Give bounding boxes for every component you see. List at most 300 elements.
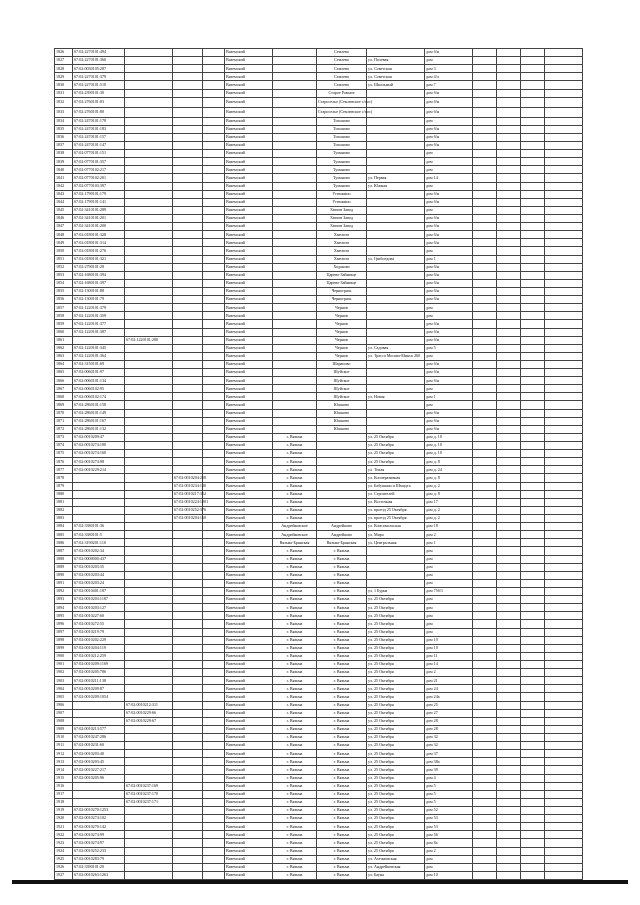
empty-cell [473, 107, 497, 117]
cadastral-number-alt: 67:02:0010229:66 [125, 709, 173, 717]
empty-cell [521, 701, 545, 709]
empty-cell [473, 604, 497, 612]
empty-cell [497, 287, 521, 295]
table-row [55, 758, 583, 766]
empty-cell [473, 360, 497, 368]
settlement-cell [273, 214, 317, 222]
cadastral-number: 67:02:0060101:97 [73, 369, 125, 377]
street-cell [367, 206, 425, 214]
cadastral-number-alt [125, 287, 173, 295]
street-cell [367, 49, 425, 57]
table-row [55, 709, 583, 717]
empty-cell [497, 117, 521, 125]
empty-cell [203, 231, 225, 239]
empty-cell [521, 57, 545, 65]
empty-cell [473, 571, 497, 579]
object-cell: дом д. 2 [425, 515, 473, 523]
locality-cell: Юшково [317, 409, 367, 417]
cadastral-number-alt2 [173, 466, 203, 474]
settlement-cell: г. Вязьма [273, 750, 317, 758]
cadastral-number-alt: 67:02:0010237:169 [125, 782, 173, 790]
table-row [55, 223, 583, 231]
object-cell: дом б/н [425, 239, 473, 247]
empty-cell [497, 81, 521, 89]
street-cell: ул. 1 Бурна [367, 588, 425, 596]
empty-cell [545, 482, 583, 490]
cadastral-number-alt2 [173, 287, 203, 295]
cadastral-number-alt2 [173, 231, 203, 239]
settlement-cell [273, 344, 317, 352]
cadastral-number-alt2 [173, 190, 203, 198]
settlement-cell: г. Вязьма [273, 442, 317, 450]
empty-cell [545, 81, 583, 89]
table-row [55, 320, 583, 328]
object-cell: дом [425, 206, 473, 214]
empty-cell [545, 198, 583, 206]
table-row [55, 65, 583, 73]
cadastral-number: 67:02:0180101:314 [73, 239, 125, 247]
empty-cell [545, 766, 583, 774]
settlement-cell: г. Вязьма [273, 636, 317, 644]
empty-cell [545, 863, 583, 871]
empty-cell [521, 466, 545, 474]
object-cell: дом б/н [425, 133, 473, 141]
empty-cell [203, 531, 225, 539]
object-cell: дом [425, 247, 473, 255]
locality-cell: Ходаково [317, 263, 367, 271]
empty-cell [545, 214, 583, 222]
object-cell: дом [425, 604, 473, 612]
empty-cell [203, 717, 225, 725]
locality-cell: Чернов [317, 304, 367, 312]
empty-cell [545, 393, 583, 401]
empty-cell [545, 458, 583, 466]
empty-cell [497, 214, 521, 222]
settlement-cell: г. Вязьма [273, 458, 317, 466]
empty-cell [473, 377, 497, 385]
empty-cell [497, 255, 521, 263]
table-row [55, 49, 583, 57]
region-cell: Вяземский [225, 369, 273, 377]
street-cell: ул. Южная [367, 182, 425, 190]
empty-cell [545, 336, 583, 344]
cadastral-number-alt2 [173, 774, 203, 782]
settlement-cell: г. Вязьма [273, 498, 317, 506]
cadastral-number-alt [125, 871, 173, 879]
settlement-cell [273, 369, 317, 377]
empty-cell [203, 636, 225, 644]
cadastral-number: 67:02:0010227:60 [73, 612, 125, 620]
locality-cell [317, 490, 367, 498]
row-number: 1829 [55, 73, 73, 81]
row-number: 1904 [55, 685, 73, 693]
empty-cell [203, 417, 225, 425]
table-row [55, 831, 583, 839]
empty-cell [473, 158, 497, 166]
cadastral-number: 67:02:2390101:30 [73, 89, 125, 97]
empty-cell [497, 433, 521, 441]
table-row [55, 150, 583, 158]
region-cell: Вяземский [225, 669, 273, 677]
street-cell [367, 166, 425, 174]
row-number: 1855 [55, 287, 73, 295]
cadastral-number-alt2 [173, 158, 203, 166]
empty-cell [521, 758, 545, 766]
row-number: 1836 [55, 133, 73, 141]
empty-cell [473, 450, 497, 458]
locality-cell [317, 474, 367, 482]
object-cell: дом 14 [425, 660, 473, 668]
empty-cell [521, 174, 545, 182]
row-number: 1846 [55, 214, 73, 222]
empty-cell [497, 141, 521, 149]
cadastral-number: 67:02:0180101:328 [73, 231, 125, 239]
empty-cell [497, 328, 521, 336]
table-row [55, 433, 583, 441]
empty-cell [497, 685, 521, 693]
cadastral-number: 67:02:0010274:99 [73, 831, 125, 839]
table-row [55, 458, 583, 466]
street-cell: ул. 25 Октября [367, 758, 425, 766]
empty-cell [203, 847, 225, 855]
empty-cell [521, 458, 545, 466]
empty-cell [521, 336, 545, 344]
locality-cell: Шуйское [317, 385, 367, 393]
cadastral-number-alt [125, 425, 173, 433]
locality-cell: г. Вязьма [317, 871, 367, 879]
cadastral-number: 67:02:3190201:110 [73, 539, 125, 547]
object-cell: дом [425, 385, 473, 393]
locality-cell: г. Вязьма [317, 831, 367, 839]
object-cell: дом [425, 855, 473, 863]
street-cell: ул. проезд 25 Октября [367, 515, 425, 523]
region-cell: Вяземский [225, 158, 273, 166]
row-number: 1893 [55, 596, 73, 604]
empty-cell [497, 660, 521, 668]
settlement-cell: г. Вязьма [273, 628, 317, 636]
cadastral-number-alt [125, 393, 173, 401]
table-row [55, 547, 583, 555]
cadastral-number: 67:02:2270101:494 [73, 49, 125, 57]
empty-cell [473, 89, 497, 97]
cadastral-number-alt2 [173, 798, 203, 806]
empty-cell [497, 588, 521, 596]
locality-cell [317, 433, 367, 441]
empty-cell [497, 563, 521, 571]
empty-cell [497, 231, 521, 239]
empty-cell [497, 798, 521, 806]
object-cell: дом 38а [425, 758, 473, 766]
cadastral-number-alt2: 67:02:0010234:120 [173, 482, 203, 490]
cadastral-number: 67:02:0010203:44 [73, 571, 125, 579]
empty-cell [545, 328, 583, 336]
table-row [55, 693, 583, 701]
locality-cell: г. Вязьма [317, 774, 367, 782]
table-row [55, 336, 583, 344]
cadastral-number-alt2 [173, 417, 203, 425]
locality-cell: г. Вязьма [317, 798, 367, 806]
cadastral-number-alt2 [173, 174, 203, 182]
region-cell: Вяземский [225, 223, 273, 231]
empty-cell [203, 806, 225, 814]
row-number: 1922 [55, 831, 73, 839]
table-row [55, 806, 583, 814]
cadastral-number-alt: 67:02:0010237:170 [125, 790, 173, 798]
street-cell: ул. Кооперативная [367, 474, 425, 482]
locality-cell: г. Вязьма [317, 612, 367, 620]
table-row [55, 89, 583, 97]
object-cell: дом б/н [425, 231, 473, 239]
row-number: 1909 [55, 725, 73, 733]
settlement-cell [273, 401, 317, 409]
empty-cell [497, 547, 521, 555]
object-cell: дом б/н [425, 369, 473, 377]
locality-cell: Тихоново [317, 141, 367, 149]
empty-cell [545, 73, 583, 81]
table-row [55, 628, 583, 636]
empty-cell [497, 628, 521, 636]
street-cell: ул. 25 Октября [367, 717, 425, 725]
object-cell: дом 56 [425, 831, 473, 839]
cadastral-number-alt2 [173, 279, 203, 287]
region-cell: Вяземский [225, 855, 273, 863]
region-cell: Вяземский [225, 685, 273, 693]
empty-cell [521, 709, 545, 717]
empty-cell [203, 709, 225, 717]
cadastral-number: 67:02:2270101:510 [73, 81, 125, 89]
empty-cell [521, 806, 545, 814]
region-cell: Вяземский [225, 547, 273, 555]
locality-cell: г. Вязьма [317, 815, 367, 823]
empty-cell [203, 823, 225, 831]
empty-cell [203, 758, 225, 766]
empty-cell [545, 312, 583, 320]
empty-cell [545, 628, 583, 636]
empty-cell [473, 563, 497, 571]
table-row [55, 839, 583, 847]
cadastral-number-alt2 [173, 73, 203, 81]
table-row [55, 515, 583, 523]
cadastral-number-alt2 [173, 539, 203, 547]
settlement-cell [273, 385, 317, 393]
empty-cell [545, 798, 583, 806]
empty-cell [521, 255, 545, 263]
row-number: 1918 [55, 798, 73, 806]
empty-cell [545, 620, 583, 628]
settlement-cell [273, 206, 317, 214]
empty-cell [521, 271, 545, 279]
settlement-cell: г. Вязьма [273, 644, 317, 652]
empty-cell [203, 750, 225, 758]
empty-cell [545, 377, 583, 385]
empty-cell [497, 531, 521, 539]
region-cell: Вяземский [225, 450, 273, 458]
row-number: 1882 [55, 506, 73, 514]
object-cell: дом 53 [425, 815, 473, 823]
empty-cell [545, 725, 583, 733]
empty-cell [473, 758, 497, 766]
table-row [55, 182, 583, 190]
cadastral-number-alt [125, 296, 173, 304]
cadastral-number: 67:02:0010213:577 [73, 725, 125, 733]
register-rows [55, 49, 583, 880]
empty-cell [473, 425, 497, 433]
cadastral-number: 67:02:3380101:36 [73, 523, 125, 531]
empty-cell [545, 539, 583, 547]
cadastral-number: 67:02:1220101:379 [73, 304, 125, 312]
empty-cell [497, 701, 521, 709]
cadastral-number-alt2 [173, 847, 203, 855]
empty-cell [203, 263, 225, 271]
settlement-cell [273, 65, 317, 73]
street-cell: ул. Центральная [367, 539, 425, 547]
cadastral-number-alt [125, 482, 173, 490]
cadastral-number-alt2 [173, 57, 203, 65]
locality-cell: г. Вязьма [317, 823, 367, 831]
cadastral-number-alt2 [173, 782, 203, 790]
cadastral-number-alt [125, 474, 173, 482]
table-row [55, 117, 583, 125]
empty-cell [497, 539, 521, 547]
empty-cell [497, 863, 521, 871]
cadastral-number: 67:02:0010274:97 [73, 839, 125, 847]
row-number: 1885 [55, 531, 73, 539]
row-number: 1877 [55, 466, 73, 474]
empty-cell [473, 239, 497, 247]
empty-cell [473, 742, 497, 750]
empty-cell [521, 855, 545, 863]
empty-cell [545, 498, 583, 506]
cadastral-number-alt [125, 815, 173, 823]
street-cell [367, 158, 425, 166]
settlement-cell [273, 312, 317, 320]
object-cell: дом 28 [425, 725, 473, 733]
cadastral-number: 67:02:3380101:5 [73, 531, 125, 539]
table-row [55, 141, 583, 149]
cadastral-number-alt2 [173, 806, 203, 814]
cadastral-number-alt2 [173, 790, 203, 798]
empty-cell [545, 182, 583, 190]
cadastral-number-alt2 [173, 133, 203, 141]
street-cell [367, 369, 425, 377]
empty-cell [473, 612, 497, 620]
object-cell: дом 1 [425, 255, 473, 263]
cadastral-number-alt2 [173, 636, 203, 644]
empty-cell [545, 352, 583, 360]
empty-cell [545, 206, 583, 214]
empty-cell [203, 141, 225, 149]
locality-cell: г. Вязьма [317, 693, 367, 701]
locality-cell: г. Вязьма [317, 555, 367, 563]
locality-cell: Хватов Завод [317, 214, 367, 222]
table-row [55, 304, 583, 312]
row-number: 1854 [55, 279, 73, 287]
settlement-cell [273, 279, 317, 287]
table-row [55, 636, 583, 644]
cadastral-number-alt [125, 206, 173, 214]
empty-cell [473, 506, 497, 514]
cadastral-number: 67:02:0060102:174 [73, 393, 125, 401]
row-number: 1880 [55, 490, 73, 498]
object-cell: дом 14 [425, 174, 473, 182]
object-cell: дом 37 [425, 750, 473, 758]
locality-cell: г. Вязьма [317, 563, 367, 571]
empty-cell [473, 766, 497, 774]
cadastral-number: 67:02:2860101:132 [73, 425, 125, 433]
locality-cell: г. Вязьма [317, 571, 367, 579]
region-cell: Вяземский [225, 604, 273, 612]
empty-cell [203, 57, 225, 65]
table-row [55, 490, 583, 498]
settlement-cell: г. Вязьма [273, 823, 317, 831]
cadastral-number-alt2 [173, 117, 203, 125]
empty-cell [203, 604, 225, 612]
object-cell: дом 52 [425, 806, 473, 814]
empty-cell [203, 644, 225, 652]
empty-cell [545, 49, 583, 57]
empty-cell [521, 498, 545, 506]
cadastral-number: 67:02:1220101:359 [73, 312, 125, 320]
object-cell: дом б/н [425, 107, 473, 117]
cadastral-number: 67:02:0010203:35 [73, 563, 125, 571]
empty-cell [473, 660, 497, 668]
locality-cell: Семлево [317, 73, 367, 81]
row-number: 1908 [55, 717, 73, 725]
empty-cell [545, 425, 583, 433]
settlement-cell: г. Вязьма [273, 790, 317, 798]
empty-cell [521, 628, 545, 636]
object-cell: дом 10 [425, 871, 473, 879]
object-cell: дом 32 [425, 742, 473, 750]
locality-cell: г. Вязьма [317, 685, 367, 693]
locality-cell: Чернов [317, 336, 367, 344]
empty-cell [497, 523, 521, 531]
empty-cell [473, 190, 497, 198]
empty-cell [521, 198, 545, 206]
cadastral-number-alt2 [173, 709, 203, 717]
empty-cell [545, 223, 583, 231]
street-cell: ул. 25 Октября [367, 733, 425, 741]
table-row [55, 107, 583, 117]
region-cell: Вяземский [225, 750, 273, 758]
empty-cell [497, 644, 521, 652]
settlement-cell: г. Вязьма [273, 604, 317, 612]
street-cell [367, 247, 425, 255]
street-cell [367, 107, 425, 117]
empty-cell [521, 871, 545, 879]
cadastral-number-alt2 [173, 815, 203, 823]
empty-cell [521, 742, 545, 750]
settlement-cell [273, 393, 317, 401]
street-cell: ул. 25 Октября [367, 701, 425, 709]
region-cell: Вяземский [225, 774, 273, 782]
empty-cell [521, 409, 545, 417]
locality-cell: Хмелита [317, 239, 367, 247]
empty-cell [497, 725, 521, 733]
row-number: 1834 [55, 117, 73, 125]
empty-cell [497, 498, 521, 506]
empty-cell [497, 515, 521, 523]
street-cell [367, 377, 425, 385]
table-row [55, 352, 583, 360]
locality-cell: Чернов [317, 320, 367, 328]
region-cell: Вяземский [225, 344, 273, 352]
empty-cell [203, 182, 225, 190]
empty-cell [521, 304, 545, 312]
locality-cell: г. Вязьма [317, 701, 367, 709]
region-cell: Вяземский [225, 758, 273, 766]
row-number: 1851 [55, 255, 73, 263]
